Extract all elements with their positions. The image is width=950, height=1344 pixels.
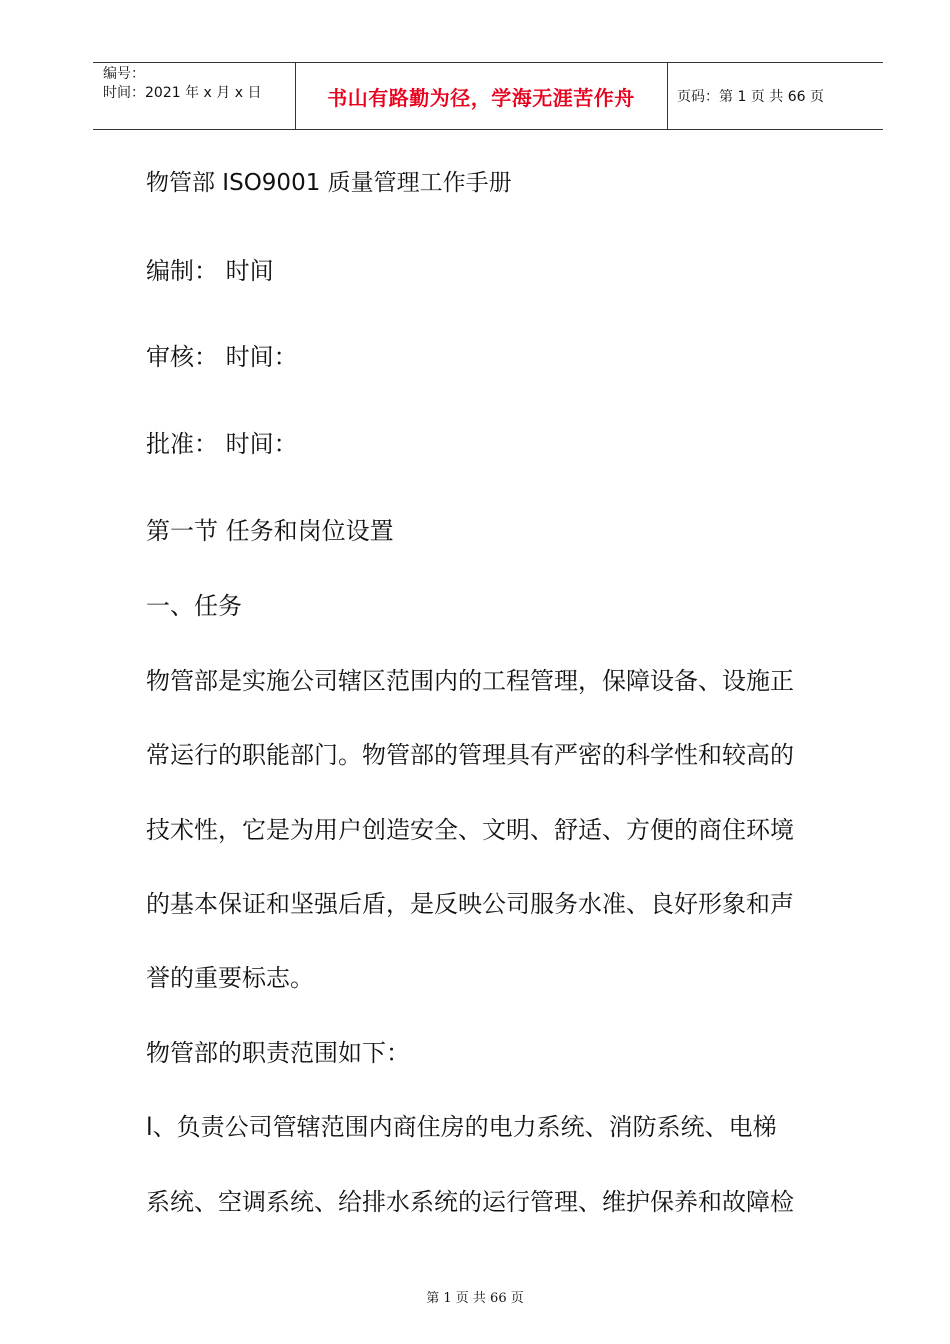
- header-left-cell: [103, 65, 261, 103]
- document-number-label: 编号：: [103, 66, 145, 82]
- document-title: 物管部 ISO9001 质量管理工作手册: [146, 170, 512, 196]
- paragraph-line: 常运行的职能部门。物管部的管理具有严密的科学性和较高的: [146, 741, 794, 769]
- document-time-label: 时间：2021 年 x 月 x 日: [103, 85, 262, 101]
- compile-line: 编制： 时间: [146, 257, 274, 285]
- header-table: [93, 62, 883, 130]
- subsection-heading: 一、任务: [146, 592, 242, 620]
- item-line: l、负责公司管辖范围内商住房的电力系统、消防系统、电梯: [146, 1113, 777, 1141]
- item-line: 系统、空调系统、给排水系统的运行管理、维护保养和故障检: [146, 1188, 794, 1216]
- header-page-info: 页码：第 1 页 共 66 页: [677, 89, 824, 105]
- page-footer: 第 1 页 共 66 页: [426, 1291, 524, 1306]
- review-line: 审核： 时间：: [146, 343, 298, 371]
- header-motto: 书山有路勤为径，学海无涯苦作舟: [327, 85, 635, 110]
- paragraph-line: 誉的重要标志。: [146, 964, 314, 992]
- scope-intro: 物管部的职责范围如下：: [146, 1039, 410, 1067]
- approve-line: 批准： 时间：: [146, 430, 298, 458]
- header-divider-right: [667, 63, 668, 129]
- paragraph-line: 物管部是实施公司辖区范围内的工程管理，保障设备、设施正: [146, 667, 794, 695]
- paragraph-line: 的基本保证和坚强后盾，是反映公司服务水准、良好形象和声: [146, 890, 794, 918]
- section-heading: 第一节 任务和岗位设置: [146, 517, 394, 545]
- paragraph-line: 技术性，它是为用户创造安全、文明、舒适、方便的商住环境: [146, 816, 794, 844]
